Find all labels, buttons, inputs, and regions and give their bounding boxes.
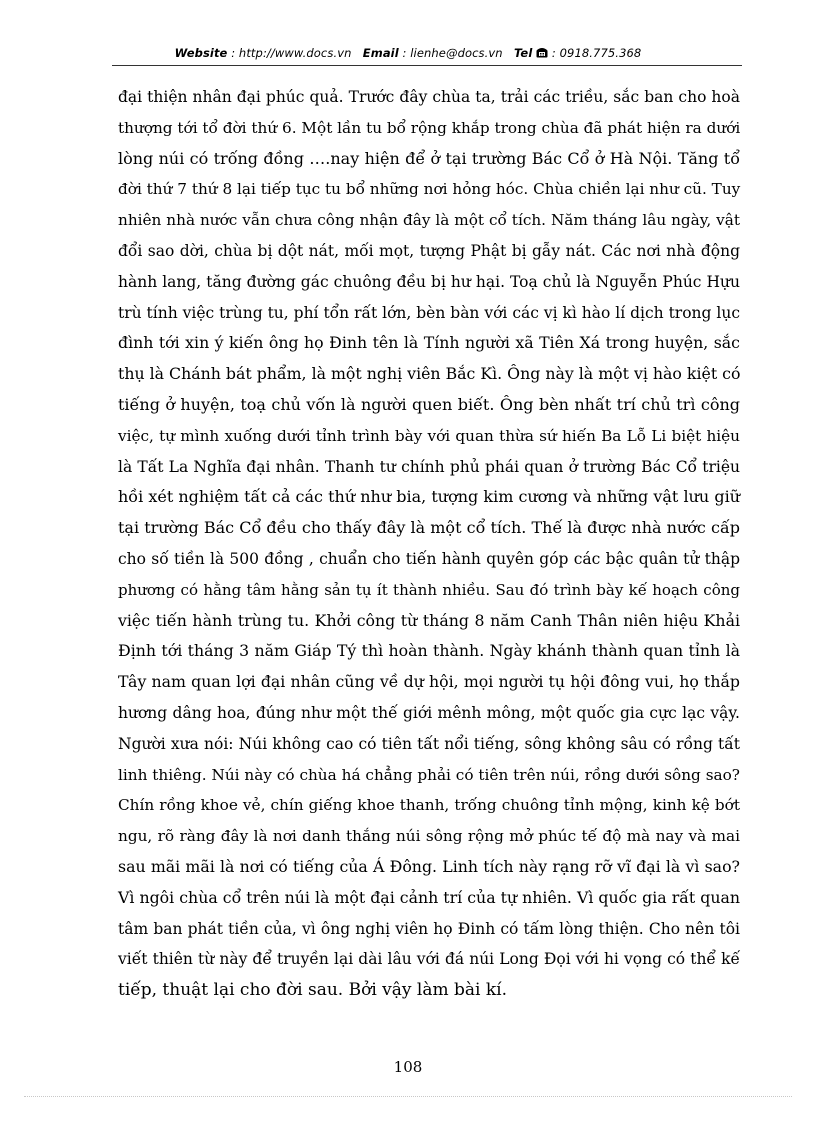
text-line: đời thứ 7 thứ 8 lại tiếp tục tu bổ những nơi hỏng hóc. Chùa chiền lại như cũ. Tuy (118, 180, 741, 199)
text-line: tâm ban phát tiền của, vì ông nghị viên họ Đinh có tấm lòng thiện. Cho nên tôi (118, 919, 740, 938)
website-url[interactable]: : http://www.docs.vn (231, 46, 352, 60)
header-divider (112, 65, 742, 66)
text-line: Người xưa nói: Núi không cao có tiên tất nổi tiếng, sông không sâu có rồng tất (118, 734, 740, 753)
text-line: tiếng ở huyện, toạ chủ vốn là người quen biết. Ông bèn nhất trí chủ trì công (118, 394, 740, 414)
text-line: đổi sao dời, chùa bị dột nát, mối mọt, tượng Phật bị gẫy nát. Các nơi nhà động (118, 241, 740, 260)
body-text (118, 82, 740, 1006)
website-label: Website (174, 46, 228, 60)
text-line: thượng tới tổ đời thứ 6. Một lần tu bổ rộng khắp trong chùa đã phát hiện ra dưới (118, 118, 741, 137)
email-label: Email (362, 46, 399, 60)
text-line: sau mãi mãi là nơi có tiếng của Á Đông. Linh tích này rạng rỡ vĩ đại là vì sao? (118, 856, 740, 876)
text-line: đình tới xin ý kiến ông họ Đinh tên là Tính người xã Tiên Xá trong huyện, sắc (118, 333, 740, 353)
text-line: lòng núi có trống đồng ….nay hiện để ở tại trường Bác Cổ ở Hà Nội. Tăng tổ (118, 148, 740, 168)
text-line: hồi xét nghiệm tất cả các thứ như bia, tượng kim cương và những vật lưu giữ (118, 487, 740, 507)
text-line: phương có hằng tâm hằng sản tụ ít thành nhiều. Sau đó trình bày kế hoạch công (118, 580, 740, 599)
email-address[interactable]: : lienhe@docs.vn (402, 46, 503, 60)
text-line: thụ là Chánh bát phẩm, là một nghị viên Bắc Kì. Ông này là một vị hào kiệt có (118, 364, 741, 384)
footer-divider (24, 1096, 792, 1097)
tel-number: : 0918.775.368 (551, 46, 642, 60)
text-line: trù tính việc trùng tu, phí tổn rất lớn, bèn bàn với các vị kì hào lí dịch trong lục (118, 303, 740, 322)
text-line: Tây nam quan lợi đại nhân cũng về dự hội, mọi người tụ hội đông vui, họ thắp (118, 672, 740, 692)
text-line: hương dâng hoa, đúng như một thế giới mênh mông, một quốc gia cực lạc vậy. (118, 703, 740, 722)
text-line: việc, tự mình xuống dưới tỉnh trình bày với quan thừa sứ hiến Ba Lỗ Li biệt hiệu (118, 426, 740, 445)
text-line: Vì ngôi chùa cổ trên núi là một đại cảnh trí của tự nhiên. Vì quốc gia rất quan (118, 887, 740, 907)
text-line: Định tới tháng 3 năm Giáp Tý thì hoàn thành. Ngày khánh thành quan tỉnh là (118, 641, 740, 661)
text-line: việc tiến hành trùng tu. Khởi công từ tháng 8 năm Canh Thân niên hiệu Khải (118, 610, 740, 630)
text-line: nhiên nhà nước vẫn chưa công nhận đây là một cổ tích. Năm tháng lâu ngày, vật (118, 211, 740, 230)
tel-label: Tel (513, 46, 533, 60)
text-line: là Tất La Nghĩa đại nhân. Thanh tư chính phủ phái quan ở trường Bác Cổ triệu (118, 457, 740, 476)
text-line: cho số tiền là 500 đồng , chuẩn cho tiến hành quyên góp các bậc quân tử thập (118, 549, 740, 568)
page-header (0, 46, 816, 61)
text-line: hành lang, tăng đường gác chuông đều bị hư hại. Toạ chủ là Nguyễn Phúc Hựu (118, 272, 740, 291)
text-line: viết thiên từ này để truyền lại dài lâu với đá núi Long Đọi với hi vọng có thể kế (118, 950, 740, 969)
text-line: Chín rồng khoe vẻ, chín giếng khoe thanh, trống chuông tỉnh mộng, kinh kệ bớt (118, 796, 740, 815)
text-line: ngu, rõ ràng đây là nơi danh thắng núi sông rộng mở phúc tế độ mà nay và mai (118, 827, 740, 846)
phone-icon (536, 47, 548, 61)
text-line: đại thiện nhân đại phúc quả. Trước đây chùa ta, trải các triều, sắc ban cho hoà (118, 88, 740, 106)
text-line: tại trường Bác Cổ đều cho thấy đây là một cổ tích. Thế là được nhà nước cấp (118, 518, 740, 538)
text-line: linh thiêng. Núi này có chùa há chẳng phải có tiên trên núi, rồng dưới sông sao? (118, 765, 740, 784)
page-number: 108 (393, 1058, 423, 1076)
text-line: tiếp, thuật lại cho đời sau. Bởi vậy làm bài kí. (118, 980, 508, 1001)
